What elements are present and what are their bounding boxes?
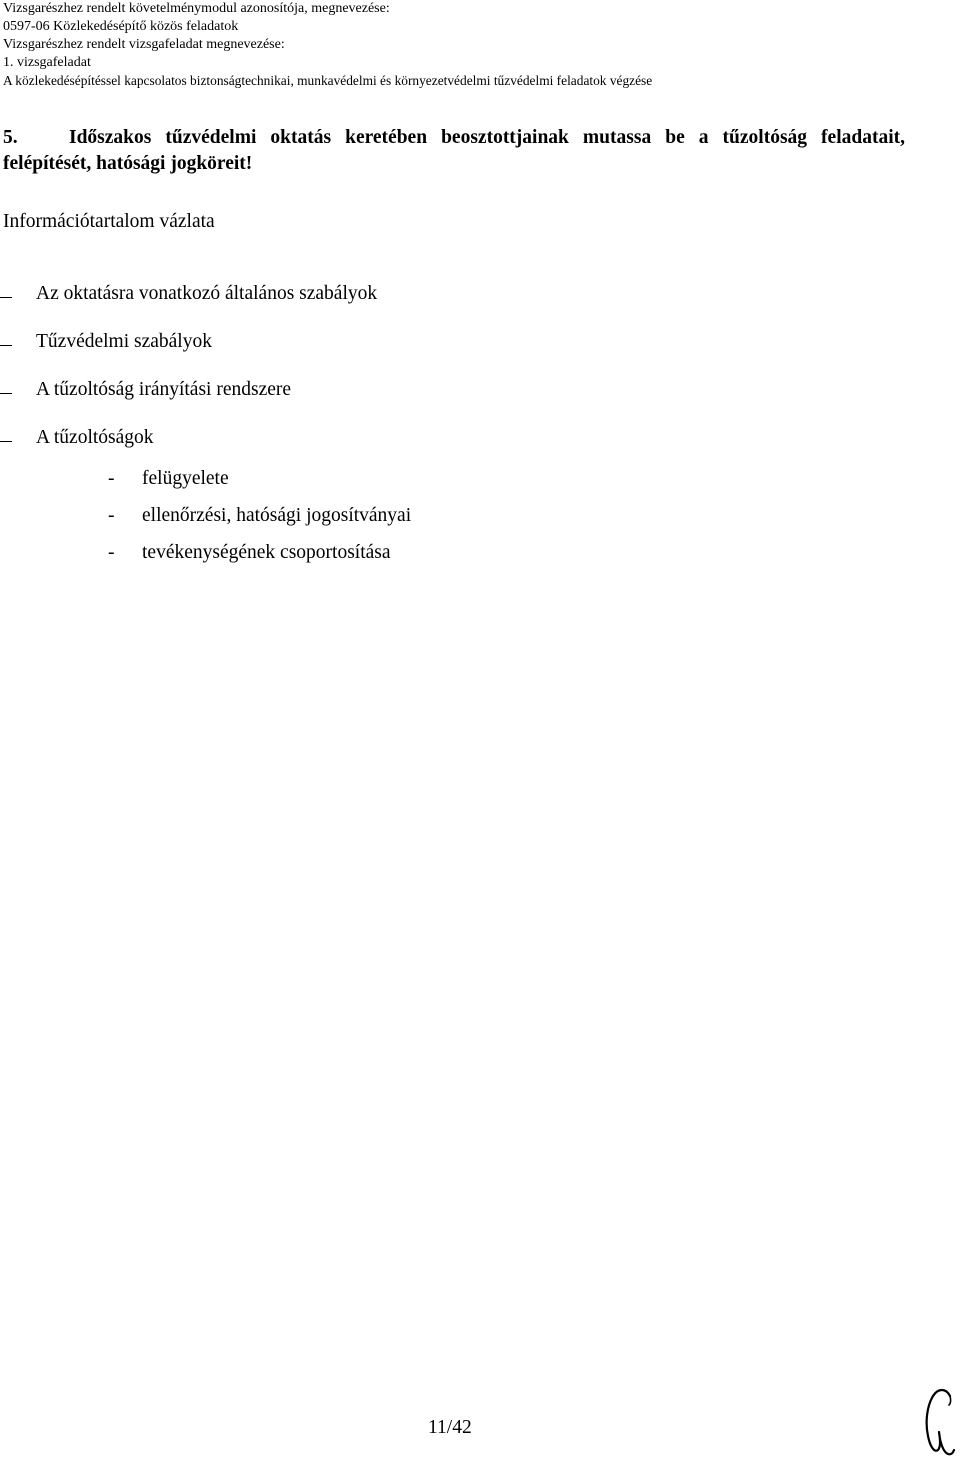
header-task-label: Vizsgarészhez rendelt vizsgafeladat megnevezése: <box>3 37 285 52</box>
header-module-label: Vizsgarészhez rendelt követelménymodul azonosítója, megnevezése: <box>3 1 390 16</box>
dash-bullet-icon <box>0 345 12 346</box>
sub-list-item <box>0 503 900 540</box>
list-item <box>0 377 900 425</box>
outline-list <box>0 281 900 473</box>
hyphen-bullet: - <box>108 505 115 526</box>
hyphen-bullet: - <box>108 542 115 563</box>
task-text: Időszakos tűzvédelmi oktatás keretében beosztottjainak mutassa be a tűzoltóság feladatait, felépítését, hatósági jogköreit! <box>3 127 905 174</box>
task-statement <box>3 125 905 177</box>
sub-list-item-text: ellenőrzési, hatósági jogosítványai <box>142 505 412 526</box>
page-number: 11/42 <box>428 1417 472 1438</box>
header-module-name: 0597-06 Közlekedésépítő közös feladatok <box>3 19 239 34</box>
signature-mark <box>920 1386 956 1458</box>
task-number: 5. <box>3 127 18 148</box>
document-header <box>3 0 953 90</box>
header-task-name: A közlekedésépítéssel kapcsolatos biztonságtechnikai, munkavédelmi és környezetvédelmi tűzvédelmi feladatok végzése <box>3 73 653 88</box>
header-task-number: 1. vizsgafeladat <box>3 55 91 70</box>
list-item-text: Tűzvédelmi szabályok <box>36 331 212 352</box>
hyphen-bullet: - <box>108 468 115 489</box>
list-item-text: A tűzoltóságok <box>36 427 154 448</box>
list-item-text: Az oktatásra vonatkozó általános szabályok <box>36 283 378 304</box>
list-item-text: A tűzoltóság irányítási rendszere <box>36 379 292 400</box>
sub-list-item-text: tevékenységének csoportosítása <box>142 542 391 563</box>
list-item <box>0 329 900 377</box>
sub-list <box>0 466 900 577</box>
dash-bullet-icon <box>0 393 12 394</box>
dash-bullet-icon <box>0 297 12 298</box>
sub-list-item <box>0 466 900 503</box>
list-item <box>0 281 900 329</box>
sub-list-item <box>0 540 900 577</box>
info-heading: Információtartalom vázlata <box>3 211 215 232</box>
dash-bullet-icon <box>0 441 12 442</box>
sub-list-item-text: felügyelete <box>142 468 229 489</box>
